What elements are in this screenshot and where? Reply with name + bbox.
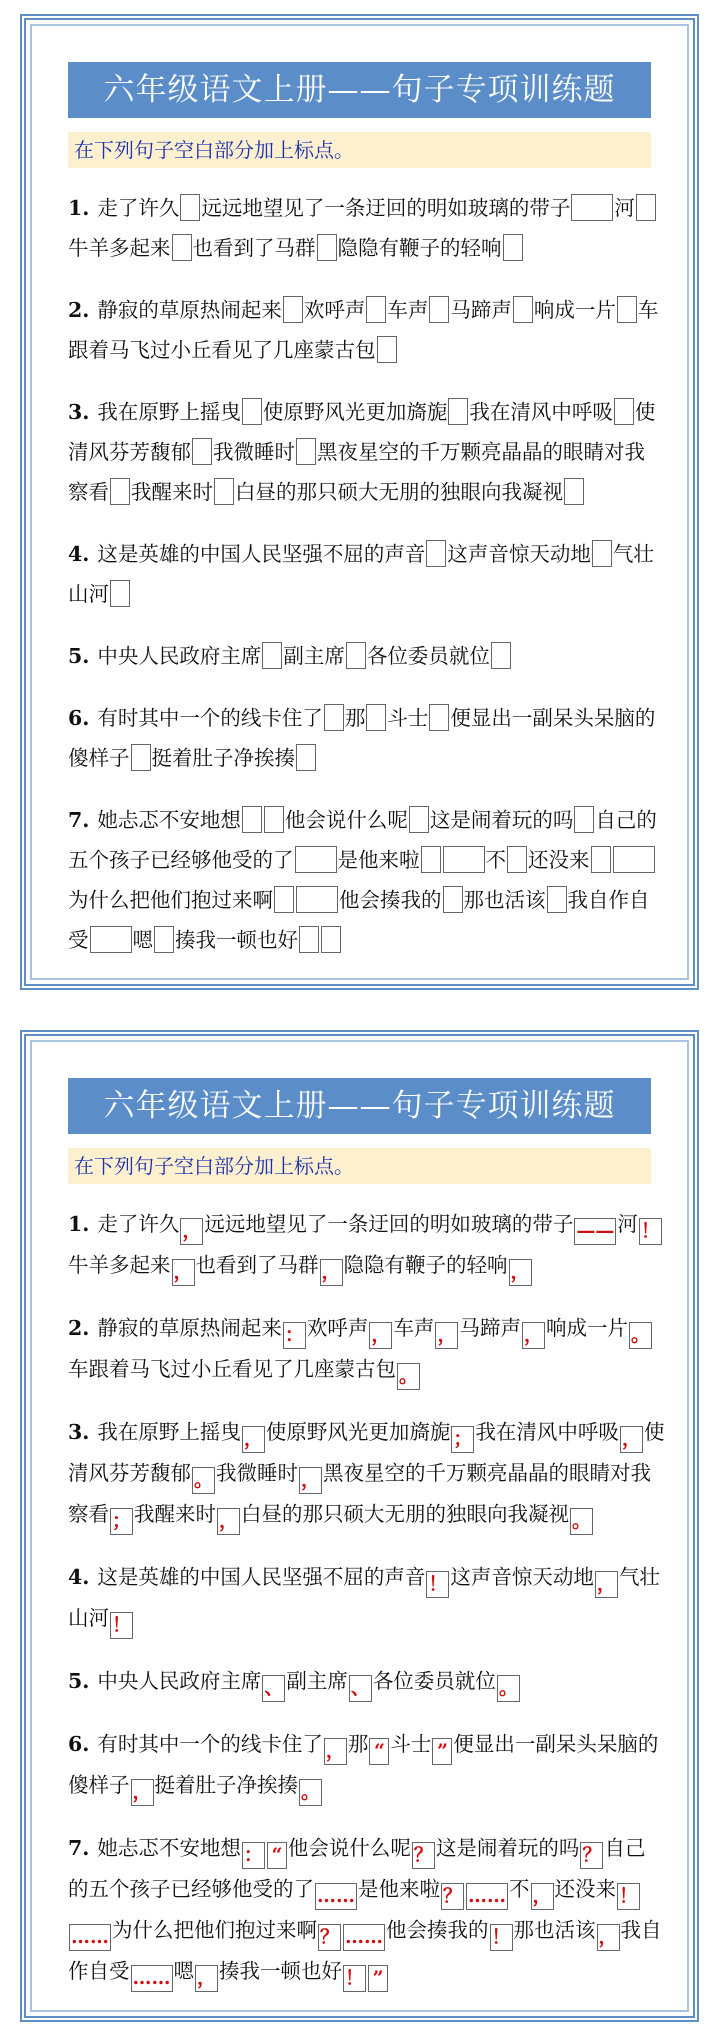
sentence-text: 静寂的草原热闹起来 [97, 298, 282, 322]
sentence-text: 还没来 [554, 1877, 617, 1901]
answer-item [68, 1557, 665, 1639]
blank-box[interactable] [377, 336, 397, 363]
sentence-text: 车跟着马飞过小丘看见了几座蒙古包 [68, 298, 659, 362]
blank-box[interactable] [299, 926, 319, 953]
answer-punctuation: …… [315, 1883, 357, 1910]
sentence-text: 黑夜星空的千万颗亮晶晶的眼睛对我察看 [68, 440, 645, 504]
sentence-text: 我微睡时 [216, 1461, 299, 1485]
question-number: 1. [68, 196, 90, 220]
blank-box[interactable] [491, 642, 511, 669]
sentence-text: 黑夜星空的千万颗亮晶晶的眼睛对我察看 [68, 1461, 652, 1526]
sentence-text: 我在清风中呼吸 [469, 400, 613, 424]
page-title: 六年级语文上册——句子专项训练题 [68, 62, 651, 118]
answer-item [68, 1204, 665, 1286]
question-number: 1. [68, 1212, 90, 1236]
answer-punctuation: ， [620, 1426, 643, 1453]
answer-punctuation: ， [172, 1259, 195, 1286]
question-number: 6. [68, 706, 90, 730]
blank-box[interactable] [513, 296, 533, 323]
sentence-text: 斗士 [387, 706, 429, 730]
answer-punctuation: 、 [262, 1675, 285, 1702]
question-number: 5. [68, 1669, 90, 1693]
answer-punctuation: 。 [570, 1508, 593, 1535]
answer-item [68, 1828, 665, 1992]
answer-punctuation: 。 [192, 1467, 215, 1494]
sentence-text: 各位委员就位 [372, 1669, 496, 1693]
blank-box[interactable] [564, 478, 584, 505]
blank-box[interactable] [443, 846, 485, 873]
sentence-text: 这声音惊天动地 [447, 542, 591, 566]
answer-punctuation: ， [131, 1779, 154, 1806]
sentence-text: 气壮山河 [68, 542, 654, 606]
answer-punctuation: ， [435, 1322, 458, 1349]
sentence-text: 中央人民政府主席 [97, 1669, 262, 1693]
answer-punctuation: ， [320, 1259, 343, 1286]
sentence-text: 我在原野上摇曳 [97, 1420, 241, 1444]
answer-panel [20, 1030, 699, 2022]
sentence-text: 远远地望见了一条迂回的明如玻璃的带子 [201, 196, 571, 220]
answer-list [68, 1204, 665, 2014]
blank-box[interactable] [172, 234, 192, 261]
question-item [68, 636, 665, 676]
question-number: 5. [68, 644, 90, 668]
sentence-text: 他会说什么呢 [287, 1836, 411, 1860]
sentence-text: 她忐忑不安地想 [97, 1836, 241, 1860]
sentence-text: 这是闹着玩的吗 [429, 808, 574, 832]
blank-box[interactable] [295, 846, 337, 873]
sentence-text: 揍我一顿也好 [175, 928, 298, 952]
answer-punctuation: ， [531, 1883, 554, 1910]
sentence-text: 白昼的那只硕大无朋的独眼向我凝视 [235, 480, 563, 504]
answer-punctuation: ， [595, 1571, 618, 1598]
answer-punctuation: ？ [580, 1842, 603, 1869]
answer-punctuation: 、 [349, 1675, 372, 1702]
answer-punctuation: ， [195, 1965, 218, 1992]
answer-punctuation: ” [368, 1965, 388, 1992]
sentence-text: 走了许久 [97, 196, 180, 220]
blank-box[interactable] [154, 926, 174, 953]
blank-box[interactable] [324, 704, 344, 731]
blank-box[interactable] [242, 806, 262, 833]
blank-box[interactable] [296, 438, 316, 465]
sentence-text: 这声音惊天动地 [450, 1565, 594, 1589]
answer-punctuation: ， [180, 1218, 203, 1245]
blank-box[interactable] [296, 744, 316, 771]
question-number: 7. [68, 808, 90, 832]
blank-box[interactable] [192, 438, 212, 465]
blank-box[interactable] [426, 540, 446, 567]
blank-box[interactable] [571, 194, 613, 221]
answer-punctuation: ， [324, 1738, 347, 1765]
answer-punctuation: 。 [397, 1363, 420, 1390]
blank-box[interactable] [448, 398, 468, 425]
question-number: 2. [68, 1316, 90, 1340]
answer-item [68, 1661, 665, 1702]
sentence-text: 是他来啦 [337, 848, 420, 872]
sentence-text: 那 [347, 1732, 369, 1756]
answer-punctuation: ？ [441, 1883, 464, 1910]
sentence-text: 河 [614, 196, 635, 220]
question-item [68, 800, 665, 960]
instruction: 在下列句子空白部分加上标点。 [68, 1148, 651, 1184]
sentence-text: 河 [617, 1212, 638, 1236]
sentence-text: 也看到了马群 [192, 236, 316, 260]
blank-box[interactable] [409, 806, 429, 833]
blank-box[interactable] [317, 234, 337, 261]
answer-punctuation: ； [451, 1426, 474, 1453]
sentence-text: 使原野风光更加旖旎 [265, 1420, 451, 1444]
blank-box[interactable] [503, 234, 523, 261]
page-title: 六年级语文上册——句子专项训练题 [68, 1078, 651, 1134]
answer-punctuation: …… [131, 1965, 173, 1992]
sentence-text: 我醒来时 [131, 480, 213, 504]
sentence-text: 为什么把他们抱过来啊 [112, 1918, 317, 1942]
sentence-text: 车声 [387, 298, 429, 322]
blank-box[interactable] [636, 194, 656, 221]
answer-punctuation: ； [110, 1508, 133, 1535]
sentence-text: 我在清风中呼吸 [475, 1420, 619, 1444]
sentence-text: 那也活该 [513, 1918, 596, 1942]
question-number: 2. [68, 298, 90, 322]
question-item [68, 392, 665, 512]
sentence-text: 中央人民政府主席 [97, 644, 262, 668]
answer-punctuation: ， [509, 1259, 532, 1286]
sentence-text: 牛羊多起来 [68, 1253, 171, 1277]
blank-box[interactable] [274, 886, 294, 913]
answer-punctuation: 。 [497, 1675, 520, 1702]
sentence-text: 不 [509, 1877, 530, 1901]
sentence-text: 便显出一副呆头呆脑的傻样子 [68, 706, 656, 770]
sentence-text: 为什么把他们抱过来啊 [68, 888, 273, 912]
answer-item [68, 1412, 665, 1535]
sentence-text: 挺着肚子净挨揍 [151, 746, 295, 770]
blank-box[interactable] [507, 846, 527, 873]
answer-punctuation: ？ [318, 1924, 341, 1951]
answer-punctuation: ， [522, 1322, 545, 1349]
sentence-text: 隐隐有鞭子的轻响 [343, 1253, 508, 1277]
question-list [68, 188, 665, 982]
sentence-text: 嗯 [132, 928, 153, 952]
answer-punctuation: ！ [426, 1571, 449, 1598]
sentence-text: 她忐忑不安地想 [97, 808, 241, 832]
sentence-text: 挺着肚子净挨揍 [154, 1773, 299, 1797]
sentence-text: 隐隐有鞭子的轻响 [337, 236, 502, 260]
sentence-text: 那也活该 [463, 888, 546, 912]
sentence-text: 我自作自受 [68, 1918, 662, 1983]
blank-box[interactable] [296, 886, 338, 913]
answer-punctuation: 。 [629, 1322, 652, 1349]
answer-punctuation: —— [574, 1218, 616, 1245]
sentence-text: 静寂的草原热闹起来 [97, 1316, 282, 1340]
sentence-text: 他会说什么呢 [284, 808, 408, 832]
sentence-text: 白昼的那只硕大无朋的独眼向我凝视 [241, 1502, 570, 1526]
sentence-text: 马蹄声 [450, 298, 512, 322]
blank-box[interactable] [110, 580, 130, 607]
sentence-text: 嗯 [173, 1959, 194, 1983]
instruction: 在下列句子空白部分加上标点。 [68, 132, 651, 168]
answer-punctuation: …… [466, 1883, 508, 1910]
answer-punctuation: ” [432, 1738, 452, 1765]
sentence-text: 使清风芬芳馥郁 [68, 1420, 665, 1485]
sentence-text: 这是英雄的中国人民坚强不屈的声音 [97, 1565, 426, 1589]
sentence-text: 牛羊多起来 [68, 236, 171, 260]
sentence-text: 有时其中一个的线卡住了 [97, 1732, 323, 1756]
blank-box[interactable] [613, 846, 655, 873]
sentence-text: 是他来啦 [358, 1877, 440, 1901]
sentence-text: 有时其中一个的线卡住了 [97, 706, 323, 730]
answer-punctuation: ， [217, 1508, 240, 1535]
sentence-text: 他会揍我的 [386, 1918, 489, 1942]
sentence-text: 气壮山河 [68, 1565, 660, 1630]
answer-punctuation: ， [242, 1426, 265, 1453]
blank-box[interactable] [547, 886, 567, 913]
sentence-text: 远远地望见了一条迂回的明如玻璃的带子 [204, 1212, 574, 1236]
blank-box[interactable] [429, 704, 449, 731]
answer-punctuation: ： [283, 1322, 306, 1349]
blank-box[interactable] [90, 926, 132, 953]
sentence-text: 自己的五个孩子已经够他受的了 [68, 1836, 646, 1901]
blank-box[interactable] [283, 296, 303, 323]
answer-item [68, 1724, 665, 1806]
blank-box[interactable] [429, 296, 449, 323]
blank-box[interactable] [262, 642, 282, 669]
answer-punctuation: …… [69, 1924, 111, 1951]
sentence-text: 响成一片 [545, 1316, 628, 1340]
question-panel [20, 14, 699, 990]
sentence-text: 这是闹着玩的吗 [435, 1836, 580, 1860]
blank-box[interactable] [574, 806, 594, 833]
answer-punctuation: ！ [617, 1883, 640, 1910]
sentence-text: 各位委员就位 [366, 644, 490, 668]
question-number: 7. [68, 1836, 90, 1860]
sentence-text: 车跟着马飞过小丘看见了几座蒙古包 [68, 1357, 396, 1381]
blank-box[interactable] [264, 806, 284, 833]
question-number: 4. [68, 1565, 90, 1589]
sentence-text: 使清风芬芳馥郁 [68, 400, 656, 464]
question-item [68, 188, 665, 268]
sentence-text: 便显出一副呆头呆脑的傻样子 [68, 1732, 659, 1797]
blank-box[interactable] [131, 744, 151, 771]
answer-punctuation: ， [299, 1467, 322, 1494]
sentence-text: 欢呼声 [303, 298, 366, 322]
sentence-text: 斗士 [390, 1732, 432, 1756]
answer-punctuation: …… [343, 1924, 385, 1951]
sentence-text: 车声 [393, 1316, 435, 1340]
blank-box[interactable] [421, 846, 441, 873]
sentence-text: 使原野风光更加旖旎 [262, 400, 448, 424]
question-number: 3. [68, 1420, 90, 1444]
blank-box[interactable] [366, 704, 386, 731]
blank-box[interactable] [346, 642, 366, 669]
sentence-text: 马蹄声 [459, 1316, 521, 1340]
answer-punctuation: 。 [299, 1779, 322, 1806]
sentence-text: 走了许久 [97, 1212, 180, 1236]
blank-box[interactable] [321, 926, 341, 953]
blank-box[interactable] [214, 478, 234, 505]
sentence-text: 这是英雄的中国人民坚强不屈的声音 [97, 542, 426, 566]
sentence-text: 我自作自受 [68, 888, 650, 952]
answer-punctuation: ： [242, 1842, 265, 1869]
blank-box[interactable] [592, 540, 612, 567]
question-number: 4. [68, 542, 90, 566]
question-item [68, 534, 665, 614]
question-number: 6. [68, 1732, 90, 1756]
sentence-text: 副主席 [286, 1669, 348, 1693]
answer-item [68, 1308, 665, 1390]
blank-box[interactable] [180, 194, 200, 221]
answer-punctuation: ， [597, 1924, 620, 1951]
question-item [68, 698, 665, 778]
answer-punctuation: “ [369, 1738, 389, 1765]
sentence-text: 我微睡时 [213, 440, 295, 464]
sentence-text: 不 [485, 848, 506, 872]
blank-box[interactable] [110, 478, 130, 505]
sentence-text: 那 [344, 706, 366, 730]
sentence-text: 自己的五个孩子已经够他受的了 [68, 808, 657, 872]
question-number: 3. [68, 400, 90, 424]
question-item [68, 290, 665, 370]
answer-punctuation: ？ [412, 1842, 435, 1869]
sentence-text: 揍我一顿也好 [219, 1959, 343, 1983]
sentence-text: 还没来 [528, 848, 590, 872]
answer-punctuation: “ [267, 1842, 287, 1869]
sentence-text: 我醒来时 [134, 1502, 217, 1526]
answer-punctuation: ， [369, 1322, 392, 1349]
sentence-text: 也看到了马群 [195, 1253, 319, 1277]
sentence-text: 欢呼声 [306, 1316, 369, 1340]
blank-box[interactable] [591, 846, 611, 873]
blank-box[interactable] [242, 398, 262, 425]
sentence-text: 响成一片 [533, 298, 616, 322]
sentence-text: 他会揍我的 [339, 888, 442, 912]
blank-box[interactable] [614, 398, 634, 425]
answer-punctuation: ！ [490, 1924, 513, 1951]
sentence-text: 副主席 [283, 644, 345, 668]
answer-punctuation: ！ [343, 1965, 366, 1992]
blank-box[interactable] [617, 296, 637, 323]
blank-box[interactable] [443, 886, 463, 913]
answer-punctuation: ！ [639, 1218, 662, 1245]
answer-punctuation: ！ [110, 1612, 133, 1639]
sentence-text: 我在原野上摇曳 [97, 400, 241, 424]
blank-box[interactable] [366, 296, 386, 323]
